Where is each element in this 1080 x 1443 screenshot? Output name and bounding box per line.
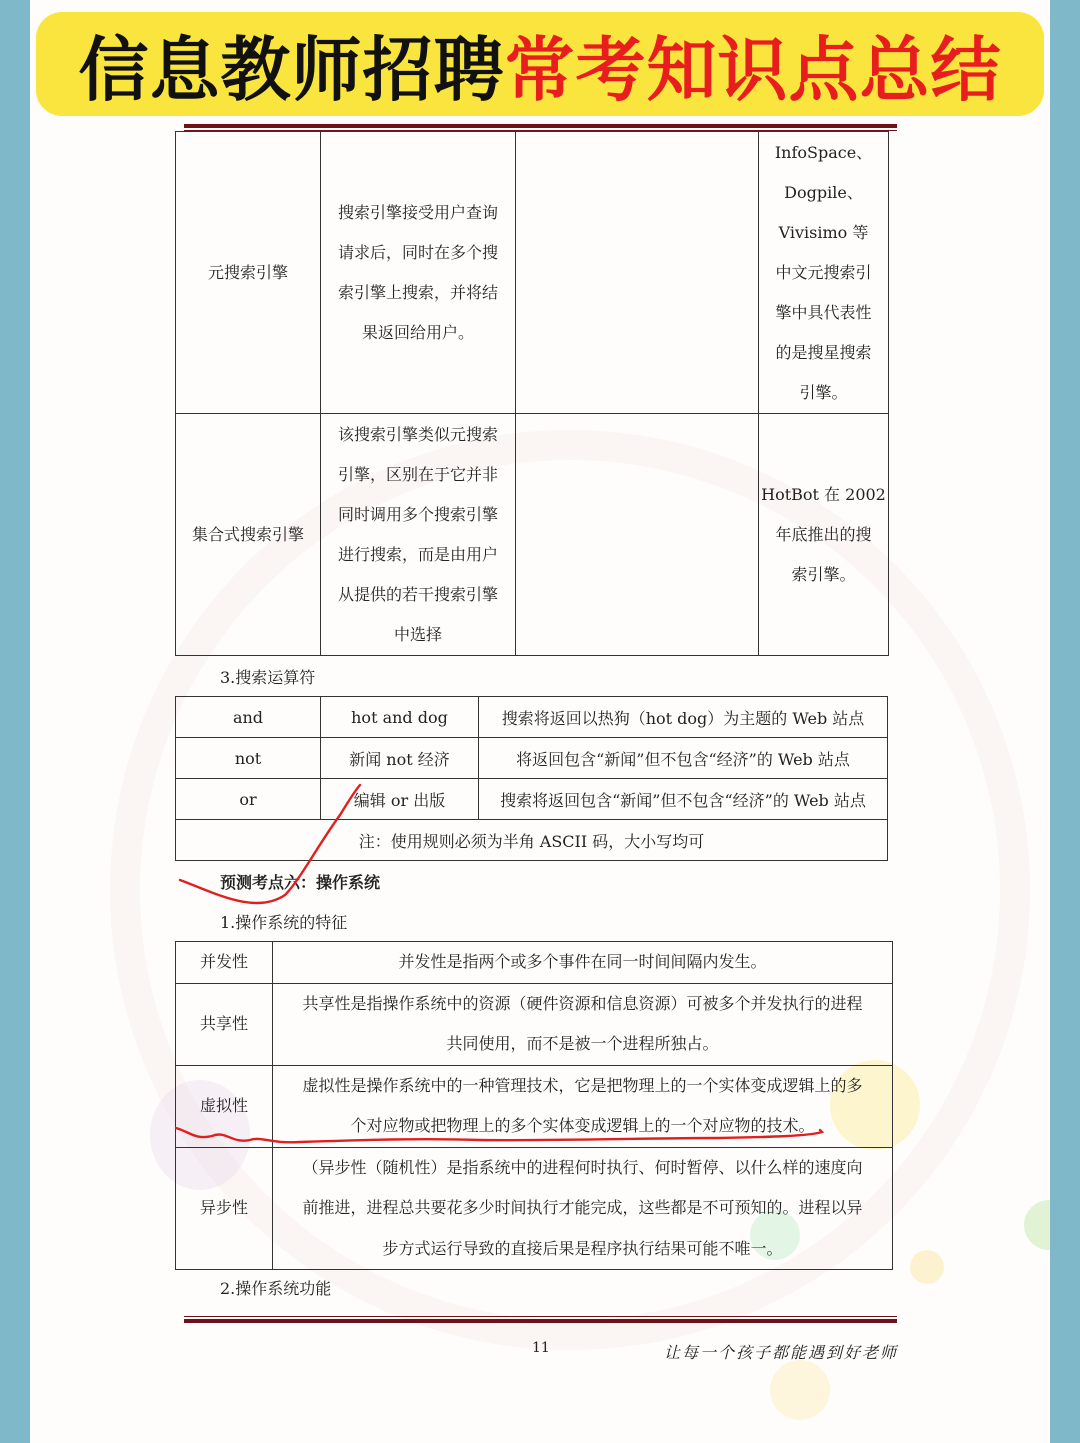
footer-slogan: 让每一个孩子都能遇到好老师 — [664, 1343, 899, 1362]
section-title: 预测考点六：操作系统 — [220, 873, 381, 892]
operator-example: 编辑 or 出版 — [321, 779, 479, 820]
table-row — [176, 738, 888, 779]
table-row — [176, 983, 893, 1065]
engine-desc: 该搜索引擎类似元搜索 引擎，区别在于它并非 同时调用多个搜索引擎 进行搜索，而是由用户 从提供的若干搜索引擎 中选择 — [321, 414, 516, 656]
table-row — [176, 1065, 893, 1147]
feature-desc: （异步性（随机性）是指系统中的进程何时执行、何时暂停、以什么样的速度向 前推进，进程总共要花多少时间执行才能完成，这些都是不可预知的。进程以异 步方式运行导致的直接后果是程序执行结果可能不唯一。 — [273, 1147, 893, 1270]
operator-cell: or — [176, 779, 321, 820]
operator-meaning: 搜索将返回以热狗（hot dog）为主题的 Web 站点 — [479, 697, 888, 738]
table-row — [176, 779, 888, 820]
table-row — [176, 414, 889, 656]
engine-name: 集合式搜索引擎 — [176, 414, 321, 656]
banner-title-black: 信息教师招聘 — [78, 28, 505, 111]
table-row — [176, 132, 889, 414]
engine-desc: 搜索引擎接受用户查询 请求后，同时在多个搜 索引擎上搜索，并将结 果返回给用户。 — [321, 132, 516, 414]
engine-extra — [516, 132, 759, 414]
feature-name: 并发性 — [176, 942, 273, 984]
feature-name: 异步性 — [176, 1147, 273, 1270]
footer-rule — [184, 1316, 897, 1323]
os-features-table — [175, 941, 893, 1270]
engine-extra — [516, 414, 759, 656]
title-banner — [36, 12, 1044, 116]
header-rule — [184, 124, 897, 131]
decor-circle — [910, 1250, 944, 1284]
operator-example: 新闻 not 经济 — [321, 738, 479, 779]
banner-title-red: 常考知识点总结 — [504, 28, 1002, 111]
operator-meaning: 将返回包含“新闻”但不包含“经济”的 Web 站点 — [479, 738, 888, 779]
operator-example: hot and dog — [321, 697, 479, 738]
feature-desc: 并发性是指两个或多个事件在同一时间间隔内发生。 — [273, 942, 893, 984]
page-number: 11 — [532, 1340, 550, 1356]
engine-example: HotBot 在 2002 年底推出的搜 索引擎。 — [759, 414, 889, 656]
feature-desc: 共享性是指操作系统中的资源（硬件资源和信息资源）可被多个并发执行的进程 共同使用，而不是被一个进程所独占。 — [273, 983, 893, 1065]
table-row — [176, 942, 893, 984]
table-row — [176, 1147, 893, 1270]
decor-circle — [1024, 1200, 1050, 1250]
operators-note: 注：使用规则必须为半角 ASCII 码，大小写均可 — [176, 820, 888, 861]
operator-meaning: 搜索将返回包含“新闻”但不包含“经济”的 Web 站点 — [479, 779, 888, 820]
subsection-heading: 2.操作系统功能 — [220, 1279, 332, 1298]
subsection-heading: 1.操作系统的特征 — [220, 913, 348, 932]
decor-circle — [770, 1360, 830, 1420]
table-row — [176, 820, 888, 861]
operator-cell: not — [176, 738, 321, 779]
engines-table — [175, 131, 889, 656]
table-row — [176, 697, 888, 738]
engine-name: 元搜索引擎 — [176, 132, 321, 414]
operators-table — [175, 696, 888, 861]
feature-name: 共享性 — [176, 983, 273, 1065]
operator-cell: and — [176, 697, 321, 738]
feature-desc: 虚拟性是操作系统中的一种管理技术，它是把物理上的一个实体变成逻辑上的多 个对应物或把物理上的多个实体变成逻辑上的一个对应物的技术。 — [273, 1065, 893, 1147]
engine-example: InfoSpace、 Dogpile、 Vivisimo 等 中文元搜索引 擎中具代表性 的是搜星搜索 引擎。 — [759, 132, 889, 414]
operators-heading: 3.搜索运算符 — [220, 668, 316, 687]
feature-name: 虚拟性 — [176, 1065, 273, 1147]
